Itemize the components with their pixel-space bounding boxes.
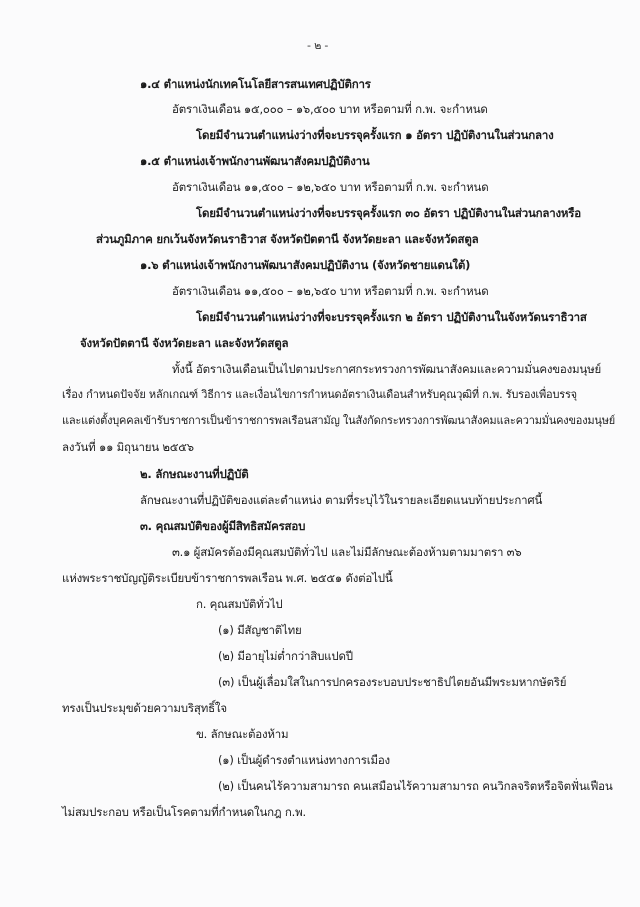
page-number: - ๒ -: [307, 39, 329, 52]
prohibited-item-1: (๑) เป็นผู้ดำรงตำแหน่งทางการเมือง: [218, 753, 390, 767]
position-1-6-title: ๑.๖ ตำแหน่งเจ้าพนักงานพัฒนาสังคมปฏิบัติงาน (จังหวัดชายแดนใต้): [140, 258, 471, 272]
prohibited-heading: ข. ลักษณะต้องห้าม: [196, 727, 289, 741]
position-1-5-vacancy: โดยมีจำนวนตำแหน่งว่างที่จะบรรจุครั้งแรก ๓๐ อัตรา ปฏิบัติงานในส่วนกลางหรือ: [196, 206, 581, 220]
section-3-1-line-1: ๓.๑ ผู้สมัครต้องมีคุณสมบัติทั่วไป และไม่มีลักษณะต้องห้ามตามมาตรา ๓๖: [172, 545, 522, 559]
prohibited-item-2: (๒) เป็นคนไร้ความสามารถ คนเสมือนไร้ความสามารถ คนวิกลจริตหรือจิตฟั่นเฟือน: [218, 779, 613, 793]
position-1-5-title: ๑.๕ ตำแหน่งเจ้าพนักงานพัฒนาสังคมปฏิบัติงาน: [140, 154, 370, 168]
section-2-body: ลักษณะงานที่ปฏิบัติของแต่ละตำแหน่ง ตามที่ระบุไว้ในรายละเอียดแนบท้ายประกาศนี้: [140, 493, 543, 507]
section-3-1-line-2: แห่งพระราชบัญญัติระเบียบข้าราชการพลเรือน พ.ศ. ๒๕๕๑ ดังต่อไปนี้: [62, 571, 393, 585]
position-1-6-salary: อัตราเงินเดือน ๑๑,๕๐๐ – ๑๒,๖๕๐ บาท หรือตามที่ ก.พ. จะกำหนด: [172, 284, 489, 298]
position-1-4-vacancy: โดยมีจำนวนตำแหน่งว่างที่จะบรรจุครั้งแรก ๑ อัตรา ปฏิบัติงานในส่วนกลาง: [196, 128, 554, 142]
general-item-3: (๓) เป็นผู้เลื่อมใสในการปกครองระบอบประชาธิปไตยอันมีพระมหากษัตริย์: [218, 675, 567, 689]
prohibited-item-2-cont: ไม่สมประกอบ หรือเป็นโรคตามที่กำหนดในกฎ ก.พ.: [62, 805, 306, 819]
salary-note-line-1: ทั้งนี้ อัตราเงินเดือนเป็นไปตามประกาศกระทรวงการพัฒนาสังคมและความมั่นคงของมนุษย์: [172, 362, 602, 376]
general-item-1: (๑) มีสัญชาติไทย: [218, 623, 302, 637]
position-1-5-vacancy-cont: ส่วนภูมิภาค ยกเว้นจังหวัดนราธิวาส จังหวัดปัตตานี จังหวัดยะลา และจังหวัดสตูล: [96, 232, 479, 246]
salary-note-line-4: ลงวันที่ ๑๑ มิถุนายน ๒๕๕๖: [62, 440, 194, 454]
position-1-6-vacancy-cont: จังหวัดปัตตานี จังหวัดยะลา และจังหวัดสตูล: [80, 336, 289, 350]
general-qualifications-heading: ก. คุณสมบัติทั่วไป: [196, 597, 283, 611]
position-1-5-salary: อัตราเงินเดือน ๑๑,๕๐๐ – ๑๒,๖๕๐ บาท หรือตามที่ ก.พ. จะกำหนด: [172, 180, 489, 194]
position-1-4-salary: อัตราเงินเดือน ๑๕,๐๐๐ – ๑๖,๕๐๐ บาท หรือตามที่ ก.พ. จะกำหนด: [172, 102, 488, 116]
position-1-4-title: ๑.๔ ตำแหน่งนักเทคโนโลยีสารสนเทศปฏิบัติการ: [140, 77, 371, 91]
salary-note-line-2: เรื่อง กำหนดปัจจัย หลักเกณฑ์ วิธีการ และเงื่อนไขการกำหนดอัตราเงินเดือนสำหรับคุณวุฒิที่ ก.พ. รับรองเพื่อบรรจุ: [62, 388, 577, 401]
general-item-2: (๒) มีอายุไม่ต่ำกว่าสิบแปดปี: [218, 649, 353, 663]
general-item-3-cont: ทรงเป็นประมุขด้วยความบริสุทธิ์ใจ: [62, 701, 227, 715]
section-2-heading: ๒. ลักษณะงานที่ปฏิบัติ: [140, 467, 249, 481]
salary-note-line-3: และแต่งตั้งบุคคลเข้ารับราชการเป็นข้าราชการพลเรือนสามัญ ในสังกัดกระทรวงการพัฒนาสังคมและความมั่นคงของมนุษย์: [62, 414, 616, 427]
position-1-6-vacancy: โดยมีจำนวนตำแหน่งว่างที่จะบรรจุครั้งแรก ๒ อัตรา ปฏิบัติงานในจังหวัดนราธิวาส: [196, 310, 587, 324]
section-3-heading: ๓. คุณสมบัติของผู้มีสิทธิสมัครสอบ: [140, 519, 306, 533]
